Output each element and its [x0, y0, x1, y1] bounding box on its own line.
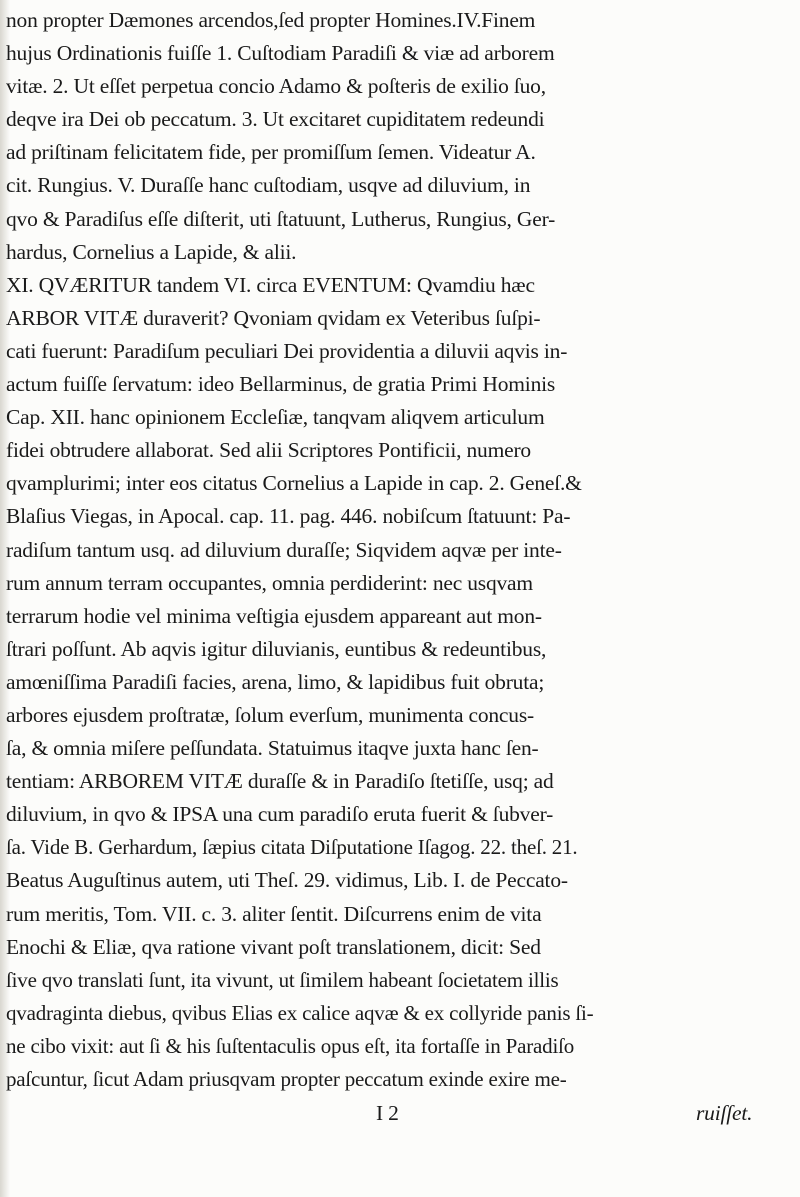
text-line: ARBOR VITÆ duraverit? Qvoniam qvidam ex Veteribus ſuſpi-: [6, 305, 541, 330]
text-line: rum annum terram occupantes, omnia perdiderint: nec usqvam: [6, 570, 533, 595]
text-line: hardus, Cornelius a Lapide, & alii.: [6, 239, 297, 264]
text-line: Blaſius Viegas, in Apocal. cap. 11. pag. 446. nobiſcum ſtatuunt: Pa-: [6, 504, 571, 529]
text-line: deqve ira Dei ob peccatum. 3. Ut excitaret cupiditatem redeundi: [6, 107, 545, 132]
page-text: [6, 4, 796, 1130]
text-line: ad priſtinam felicitatem fide, per promiſſum ſemen. Videatur A.: [6, 140, 536, 165]
text-line: Beatus Auguſtinus autem, uti Theſ. 29. vidimus, Lib. I. de Peccato-: [6, 868, 568, 893]
text-line: ſive qvo translati ſunt, ita vivunt, ut ſimilem habeant ſocietatem illis: [6, 967, 559, 992]
text-line: qvamplurimi; inter eos citatus Cornelius a Lapide in cap. 2. Geneſ.&: [6, 471, 582, 496]
text-line: ſa, & omnia miſere peſſundata. Statuimus itaqve juxta hanc ſen-: [6, 736, 539, 761]
text-line: amœniſſima Paradiſi facies, arena, limo, & lapidibus fuit obruta;: [6, 669, 545, 694]
text-line: Cap. XII. hanc opinionem Eccleſiæ, tanqvam aliqvem articulum: [6, 405, 545, 430]
text-line: arbores ejusdem proſtratæ, ſolum everſum, munimenta concus-: [6, 702, 534, 727]
text-line: ne cibo vixit: aut ſi & his ſuſtentaculis opus eſt, ita fortaſſe in Paradiſo: [6, 1033, 575, 1058]
text-line: cit. Rungius. V. Duraſſe hanc cuſtodiam, usqve ad diluvium, in: [6, 173, 531, 198]
text-line: vitæ. 2. Ut eſſet perpetua concio Adamo & poſteris de exilio ſuo,: [6, 74, 546, 99]
text-line: ſa. Vide B. Gerhardum, ſæpius citata Diſputatione Iſagog. 22. theſ. 21.: [6, 835, 578, 860]
text-line: cati fuerunt: Paradiſum peculiari Dei providentia a diluvii aqvis in-: [6, 338, 568, 363]
text-line: qvo & Paradiſus eſſe diſterit, uti ſtatuunt, Lutherus, Rungius, Ger-: [6, 206, 556, 231]
text-line: diluvium, in qvo & IPSA una cum paradiſo eruta fuerit & ſubver-: [6, 802, 554, 827]
text-line: qvadraginta diebus, qvibus Elias ex calice aqvæ & ex collyride panis ſi-: [6, 1000, 594, 1025]
text-line: rum meritis, Tom. VII. c. 3. aliter ſentit. Diſcurrens enim de vita: [6, 901, 542, 926]
text-line: paſcuntur, ſicut Adam priusqvam propter peccatum exinde exire me-: [6, 1067, 567, 1091]
text-line: tentiam: ARBOREM VITÆ duraſſe & in Paradiſo ſtetiſſe, usq; ad: [6, 769, 554, 794]
text-line: actum fuiſſe ſervatum: ideo Bellarminus, de gratia Primi Hominis: [6, 372, 556, 397]
text-line: ſtrari poſſunt. Ab aqvis igitur diluvianis, euntibus & redeuntibus,: [6, 636, 547, 661]
text-line: fidei obtrudere allaborat. Sed alii Scriptores Pontificii, numero: [6, 438, 531, 463]
text-line: hujus Ordinationis fuiſſe 1. Cuſtodiam Paradiſi & viæ ad arborem: [6, 41, 555, 66]
text-line: radiſum tantum usq. ad diluvium duraſſe; Siqvidem aqvæ per inte-: [6, 537, 562, 562]
catchword: ruiſſet.: [696, 1101, 753, 1126]
text-line: non propter Dæmones arcendos,ſed propter Homines.IV.Finem: [6, 8, 536, 32]
text-line: Enochi & Eliæ, qva ratione vivant poſt translationem, dicit: Sed: [6, 934, 541, 959]
text-line: terrarum hodie vel minima veſtigia ejusdem appareant aut mon-: [6, 603, 542, 628]
signature-mark: I 2: [376, 1101, 399, 1126]
text-line: XI. QVÆRITUR tandem VI. circa EVENTUM: Qvamdiu hæc: [6, 272, 535, 297]
page-footer: [6, 1096, 796, 1130]
